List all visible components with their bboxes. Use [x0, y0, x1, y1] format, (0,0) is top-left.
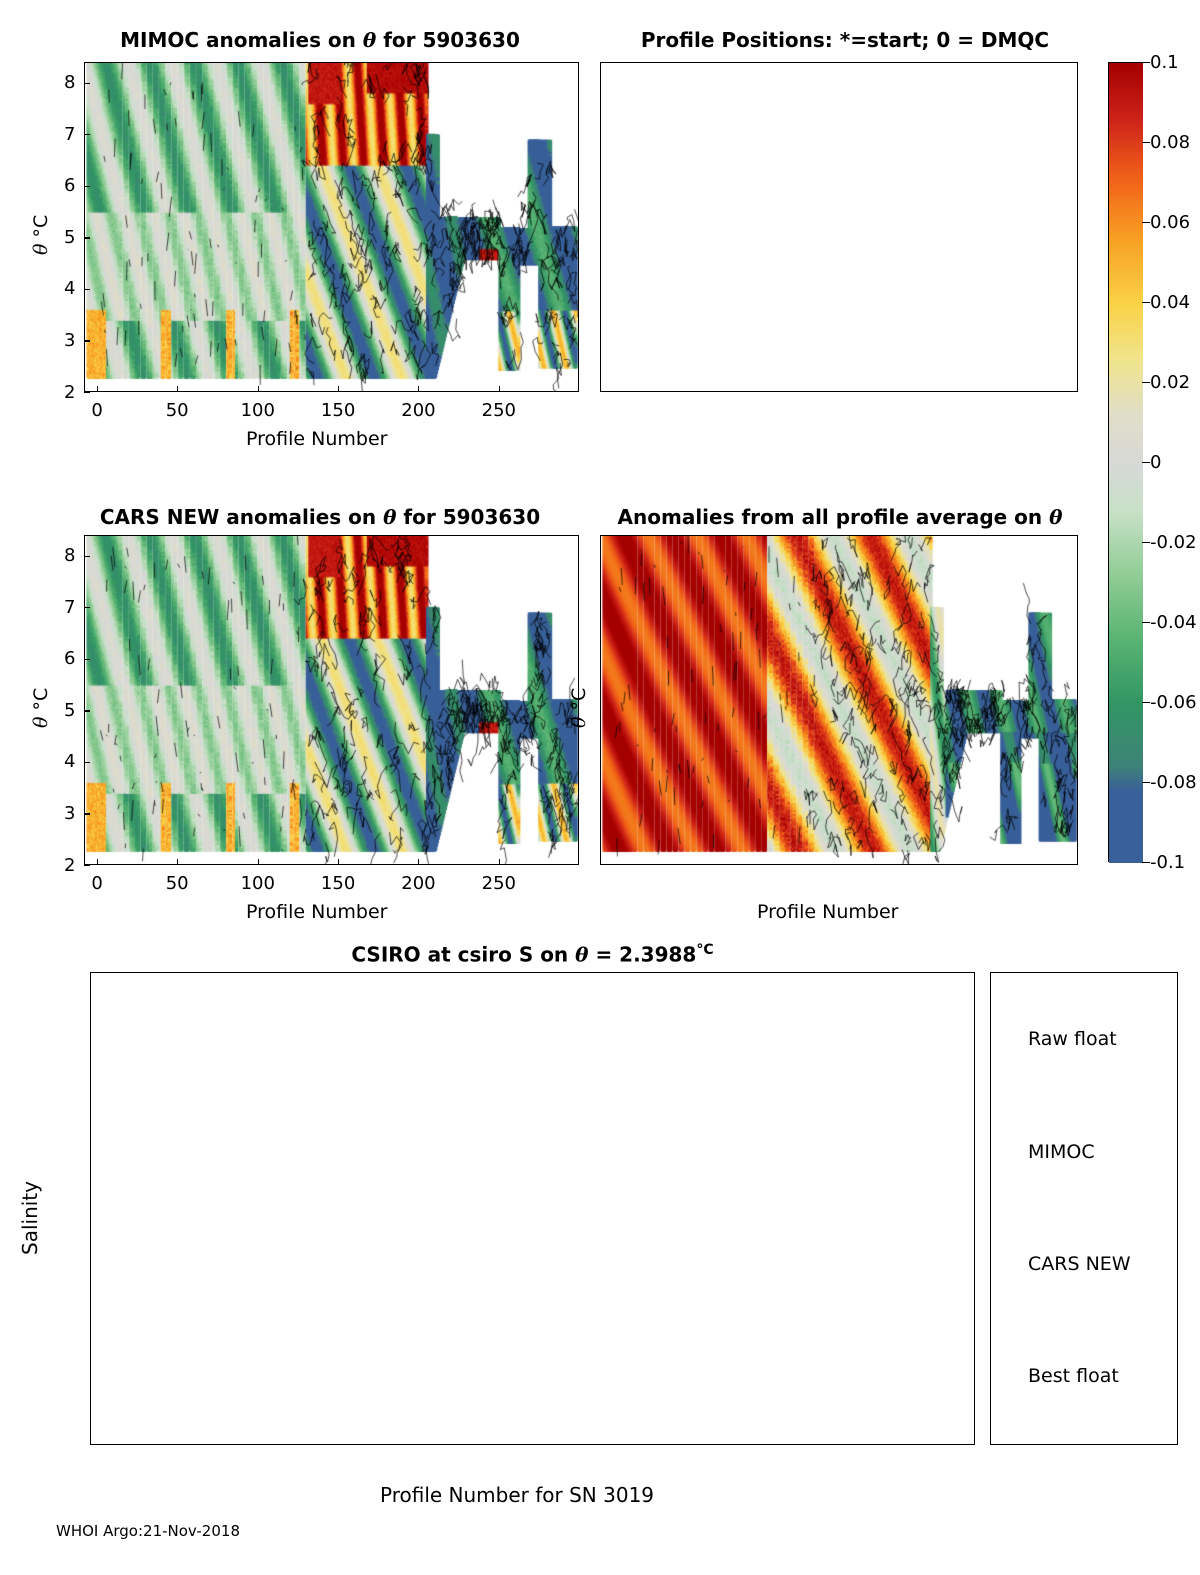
colorbar-tick-9: -0.08	[1150, 771, 1197, 793]
cars-xtick-1: 50	[165, 873, 189, 894]
mimoc-xtick-0: 0	[91, 400, 103, 421]
mimoc-ytick-5: 7	[64, 123, 76, 145]
mimoc-xtick-4: 200	[401, 400, 436, 421]
cars-ytickmark-3	[84, 710, 90, 711]
mimoc-xtickmark-2	[258, 386, 259, 392]
positions-title: Profile Positions: *=start; 0 = DMQC	[640, 28, 1050, 52]
cars-ytickmark-1	[84, 813, 90, 814]
salinity-plot-area	[90, 972, 975, 1445]
mimoc-ytickmark-4	[84, 186, 90, 187]
cars-xtick-4: 200	[401, 873, 436, 894]
colorbar-tick-10: -0.1	[1150, 851, 1186, 873]
cars-ytick-0: 2	[64, 854, 76, 876]
cars-xtick-0: 0	[91, 873, 103, 894]
colorbar-tick-8: -0.06	[1150, 691, 1197, 713]
cars-xtickmark-5	[499, 859, 500, 865]
positions-plot-area	[600, 62, 1078, 392]
mimoc-ytickmark-3	[84, 237, 90, 238]
colorbar-tickmark-1	[1142, 142, 1150, 143]
allavg-plot-area	[600, 535, 1078, 865]
allavg-ylabel: θ °C	[568, 687, 590, 728]
colorbar-tickmark-2	[1142, 222, 1150, 223]
mimoc-xtickmark-0	[97, 386, 98, 392]
mimoc-ytickmark-6	[84, 83, 90, 84]
colorbar-tick-6: -0.02	[1150, 531, 1197, 553]
colorbar-tickmark-8	[1142, 702, 1150, 703]
colorbar-tickmark-10	[1142, 862, 1150, 863]
allavg-xlabel: Profile Number	[757, 901, 899, 923]
allavg-title: Anomalies from all profile average on θ	[617, 505, 1063, 529]
mimoc-xtickmark-4	[418, 386, 419, 392]
cars-xtickmark-4	[418, 859, 419, 865]
cars-ytickmark-4	[84, 659, 90, 660]
mimoc-xtick-1: 50	[165, 400, 189, 421]
colorbar-tick-4: 0.02	[1150, 371, 1191, 393]
legend-label-raw-float: Raw float	[1028, 1028, 1117, 1050]
cars-ytick-4: 6	[64, 648, 76, 670]
colorbar-tickmark-9	[1142, 782, 1150, 783]
cars-xtickmark-3	[338, 859, 339, 865]
mimoc-ytick-6: 8	[64, 72, 76, 94]
cars-ytickmark-2	[84, 762, 90, 763]
mimoc-xtickmark-3	[338, 386, 339, 392]
colorbar-tickmark-6	[1142, 542, 1150, 543]
mimoc-plot-area	[84, 62, 579, 392]
cars-xtickmark-0	[97, 859, 98, 865]
colorbar-tick-0: 0.1	[1150, 51, 1179, 73]
cars-plot-area	[84, 535, 579, 865]
mimoc-xtickmark-5	[499, 386, 500, 392]
salinity-xlabel: Profile Number for SN 3019	[380, 1483, 655, 1507]
cars-xtickmark-1	[177, 859, 178, 865]
mimoc-ytickmark-0	[84, 392, 90, 393]
mimoc-ytickmark-5	[84, 134, 90, 135]
cars-ytickmark-5	[84, 607, 90, 608]
colorbar-tick-5: 0	[1150, 451, 1162, 473]
legend-label-mimoc: MIMOC	[1028, 1141, 1095, 1163]
mimoc-ytickmark-2	[84, 289, 90, 290]
mimoc-ytick-0: 2	[64, 381, 76, 403]
colorbar-tickmark-7	[1142, 622, 1150, 623]
mimoc-xlabel: Profile Number	[246, 428, 388, 450]
footer-text: WHOI Argo:21-Nov-2018	[56, 1522, 240, 1540]
colorbar-tick-1: 0.08	[1150, 131, 1191, 153]
salinity-ylabel: Salinity	[18, 1181, 42, 1255]
cars-title: CARS NEW anomalies on θ for 5903630	[99, 505, 541, 529]
colorbar-tickmark-4	[1142, 382, 1150, 383]
legend-label-best-float: Best float	[1028, 1365, 1119, 1387]
mimoc-xtick-3: 150	[320, 400, 356, 421]
cars-xtick-2: 100	[240, 873, 275, 894]
cars-ytick-3: 5	[64, 699, 76, 721]
mimoc-xtickmark-1	[177, 386, 178, 392]
cars-ytick-6: 8	[64, 545, 76, 567]
cars-ylabel: θ °C	[30, 687, 52, 728]
colorbar-tick-3: 0.04	[1150, 291, 1191, 313]
mimoc-ylabel: θ °C	[30, 214, 52, 255]
mimoc-xtick-2: 100	[240, 400, 275, 421]
cars-xtick-3: 150	[320, 873, 356, 894]
cars-ytick-2: 4	[64, 751, 76, 773]
mimoc-ytick-4: 6	[64, 175, 76, 197]
mimoc-ytick-2: 4	[64, 278, 76, 300]
colorbar-tickmark-5	[1142, 462, 1150, 463]
cars-ytick-5: 7	[64, 596, 76, 618]
cars-ytickmark-6	[84, 556, 90, 557]
cars-ytick-1: 3	[64, 802, 76, 824]
colorbar-tick-2: 0.06	[1150, 211, 1191, 233]
mimoc-title: MIMOC anomalies on θ for 5903630	[120, 28, 520, 52]
cars-ytickmark-0	[84, 865, 90, 866]
colorbar-tickmark-3	[1142, 302, 1150, 303]
mimoc-ytickmark-1	[84, 340, 90, 341]
legend-label-cars-new: CARS NEW	[1028, 1253, 1131, 1275]
colorbar-tickmark-0	[1142, 62, 1150, 63]
colorbar-gradient	[1108, 62, 1142, 862]
cars-xtick-5: 250	[481, 873, 516, 894]
mimoc-xtick-5: 250	[481, 400, 516, 421]
cars-xlabel: Profile Number	[246, 901, 388, 923]
colorbar-tick-7: -0.04	[1150, 611, 1197, 633]
mimoc-ytick-3: 5	[64, 226, 76, 248]
mimoc-ytick-1: 3	[64, 329, 76, 351]
salinity-title: CSIRO at csiro S on $\theta = 2.3988^{^\circ C}$	[351, 942, 714, 967]
cars-xtickmark-2	[258, 859, 259, 865]
